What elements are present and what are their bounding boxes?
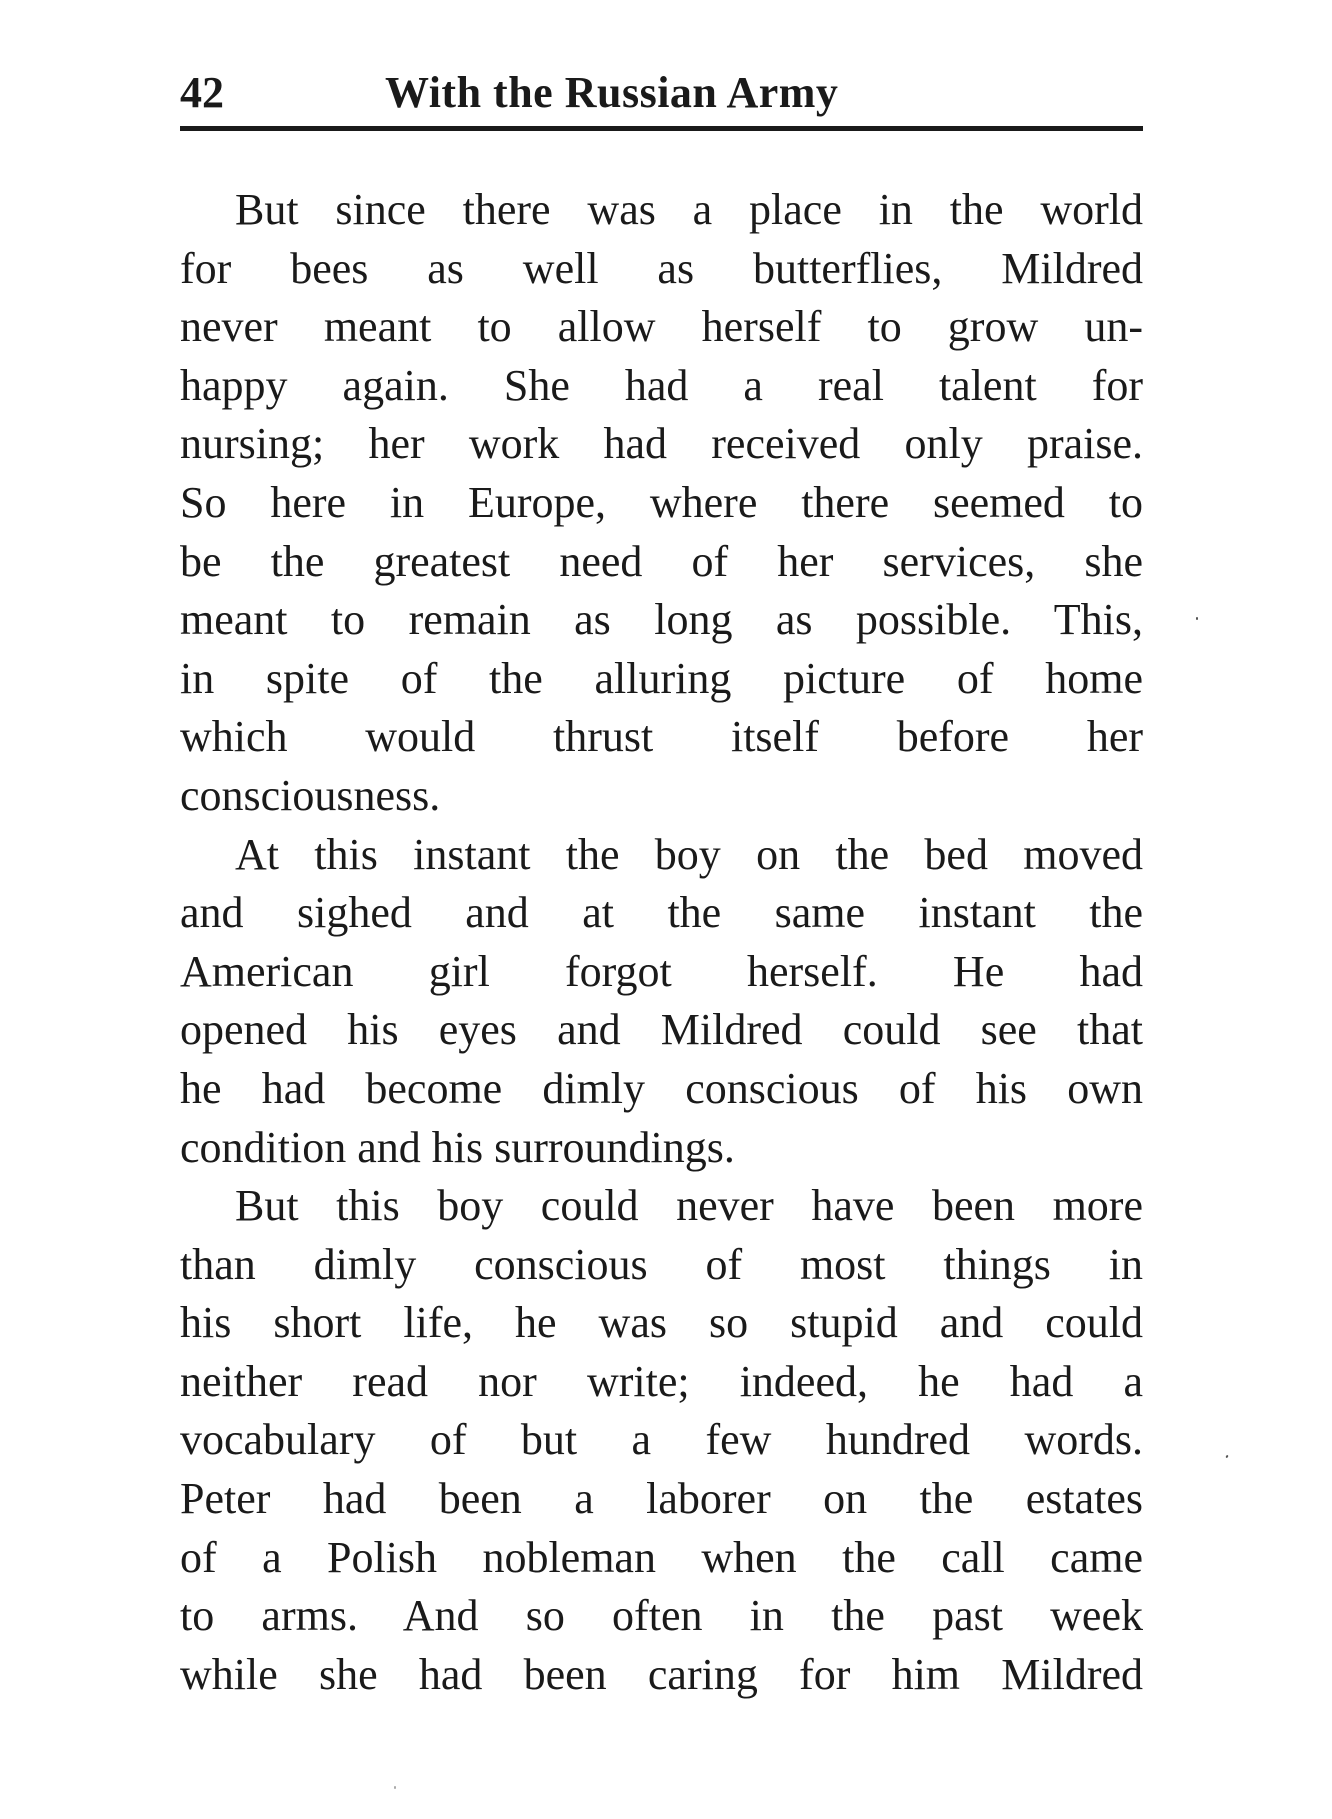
text-line: consciousness.	[180, 770, 441, 820]
scan-speck	[1196, 617, 1198, 620]
text-line: he had become dimly conscious of his own	[180, 1063, 1143, 1113]
text-line: to arms. And so often in the past week	[180, 1591, 1143, 1641]
scan-speck	[1225, 1455, 1228, 1459]
text-line: and sighed and at the same instant the	[180, 888, 1143, 938]
text-line: never meant to allow herself to grow un-	[180, 302, 1143, 352]
scan-speck	[394, 1786, 396, 1789]
text-line: neither read nor write; indeed, he had a	[180, 1356, 1143, 1406]
running-title: With the Russian Army	[385, 68, 839, 117]
text-line: American girl forgot herself. He had	[180, 946, 1143, 996]
text-line: of a Polish nobleman when the call came	[180, 1532, 1143, 1582]
text-line: nursing; her work had received only praise.	[180, 419, 1143, 469]
text-line: condition and his surroundings.	[180, 1122, 735, 1172]
header-rule	[180, 126, 1143, 131]
text-line: opened his eyes and Mildred could see that	[180, 1005, 1143, 1055]
text-line: So here in Europe, where there seemed to	[180, 477, 1143, 527]
text-line: vocabulary of but a few hundred words.	[180, 1415, 1143, 1465]
text-line: happy again. She had a real talent for	[180, 360, 1143, 410]
body-text	[180, 181, 1143, 1704]
text-line: At this instant the boy on the bed moved	[235, 829, 1143, 879]
page-number: 42	[180, 68, 224, 117]
text-line: meant to remain as long as possible. This,	[180, 595, 1143, 645]
text-line: while she had been caring for him Mildred	[180, 1649, 1143, 1699]
page-header	[180, 58, 1143, 128]
text-line: which would thrust itself before her	[180, 712, 1143, 762]
text-line: Peter had been a laborer on the estates	[180, 1474, 1143, 1524]
text-line: But this boy could never have been more	[235, 1181, 1143, 1231]
text-line: than dimly conscious of most things in	[180, 1239, 1143, 1289]
text-line: be the greatest need of her services, she	[180, 536, 1143, 586]
text-line: But since there was a place in the world	[235, 185, 1143, 234]
text-line: in spite of the alluring picture of home	[180, 653, 1143, 703]
text-line: his short life, he was so stupid and could	[180, 1298, 1143, 1348]
text-line: for bees as well as butterflies, Mildred	[180, 243, 1143, 293]
